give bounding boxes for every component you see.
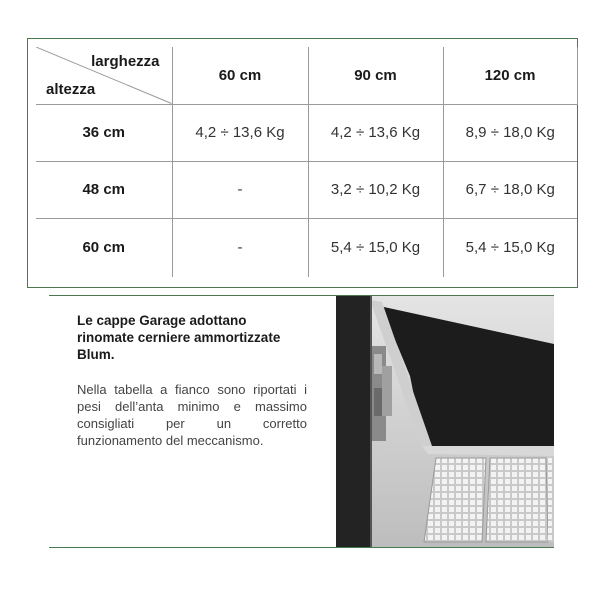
- hinge-photo: [336, 296, 554, 547]
- body-paragraph: Nella tabella a fianco sono riportati i pesi dell’anta minimo e massimo consigliati per un corretto funzionamento del meccanismo.: [77, 382, 307, 448]
- row-header: 60 cm: [36, 218, 172, 277]
- column-header: 90 cm: [308, 47, 443, 104]
- table-cell: 5,4 ÷ 15,0 Kg: [443, 218, 577, 277]
- table-row: [36, 218, 577, 277]
- weight-table-frame: [27, 38, 578, 288]
- info-text: [77, 312, 307, 449]
- column-header: 60 cm: [172, 47, 308, 104]
- table-cell: 8,9 ÷ 18,0 Kg: [443, 104, 577, 161]
- table-cell: 6,7 ÷ 18,0 Kg: [443, 161, 577, 218]
- table-row: [36, 104, 577, 161]
- column-header: 120 cm: [443, 47, 577, 104]
- table-corner-header: [36, 47, 172, 104]
- row-header: 36 cm: [36, 104, 172, 161]
- table-cell: -: [172, 218, 308, 277]
- weight-table: [36, 47, 578, 277]
- table-row: [36, 161, 577, 218]
- info-panel: [49, 295, 554, 548]
- row-header: 48 cm: [36, 161, 172, 218]
- height-axis-label: altezza: [46, 80, 96, 98]
- table-cell: 5,4 ÷ 15,0 Kg: [308, 218, 443, 277]
- hinge-illustration: [336, 296, 554, 547]
- lead-paragraph: Le cappe Garage adottano rinomate cerniere ammortizzate Blum.: [77, 313, 281, 362]
- table-cell: 3,2 ÷ 10,2 Kg: [308, 161, 443, 218]
- width-axis-label: larghezza: [91, 53, 160, 70]
- table-cell: 4,2 ÷ 13,6 Kg: [308, 104, 443, 161]
- table-cell: 4,2 ÷ 13,6 Kg: [172, 104, 308, 161]
- table-cell: -: [172, 161, 308, 218]
